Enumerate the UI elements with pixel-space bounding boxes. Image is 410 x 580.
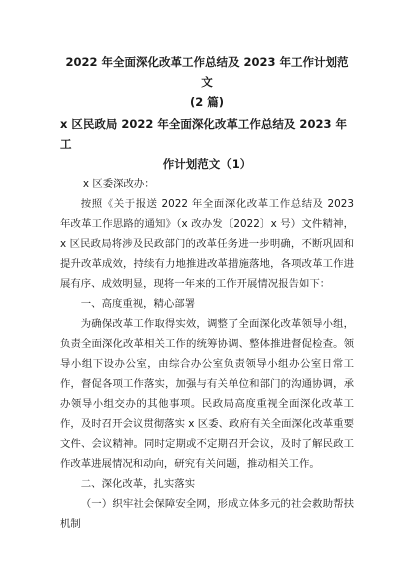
subtitle-line-2: 作计划范文（1） (162, 157, 252, 171)
section-heading-1: 一、高度重视，精心部署 (80, 298, 196, 310)
subtitle-line-1: x 区民政局 2022 年全面深化改革工作总结及 2023 年工 (60, 117, 347, 151)
paragraph-social-security: （一）织牢社会保障安全网，形成立体多元的社会救助帮扶机制 (60, 498, 354, 530)
addressee: x 区委深改办： (82, 178, 155, 190)
document-subtitle (60, 114, 354, 174)
title-line-2: (2 篇) (189, 95, 225, 109)
title-line-1: 2022 年全面深化改革工作总结及 2023 年工作计划范文 (65, 55, 349, 89)
paragraph-deployment: 为确保改革工作取得实效，调整了全面深化改革领导小组，负责全面深化改革相关工作的统筹协调、整体推进督促检查。领导小组下设办公室，由综合办公室负责领导小组办公室日常工作，督促各项工作落实，加强与有关单位和部门的沟通协调，承办领导小组交办的其他事项。民政局高度重视全面深化改革工作，及时召开会议贯彻落实 x 区委、政府有关全面深化改革重要文件、会议精神。同时定期或不定期召开会议，及时了解民政工作改革进展情况和动向，研究有关问题，推动相关工作。 (60, 318, 354, 470)
paragraph-intro: 按照《关于报送 2022 年全面深化改革工作总结及 2023 年改革工作思路的通知》（x 改办发〔2022〕x 号）文件精神，x 区民政局将涉及民政部门的改革任务进一步明确，不断巩固和提升改革成效，持续有力地推进改革措施落地，各项改革工作进展有序、成效明显，现将一年来的工作开展情况报告如下： (60, 198, 354, 290)
document-title (60, 52, 354, 112)
section-heading-2: 二、深化改革，扎实落实 (80, 478, 196, 490)
